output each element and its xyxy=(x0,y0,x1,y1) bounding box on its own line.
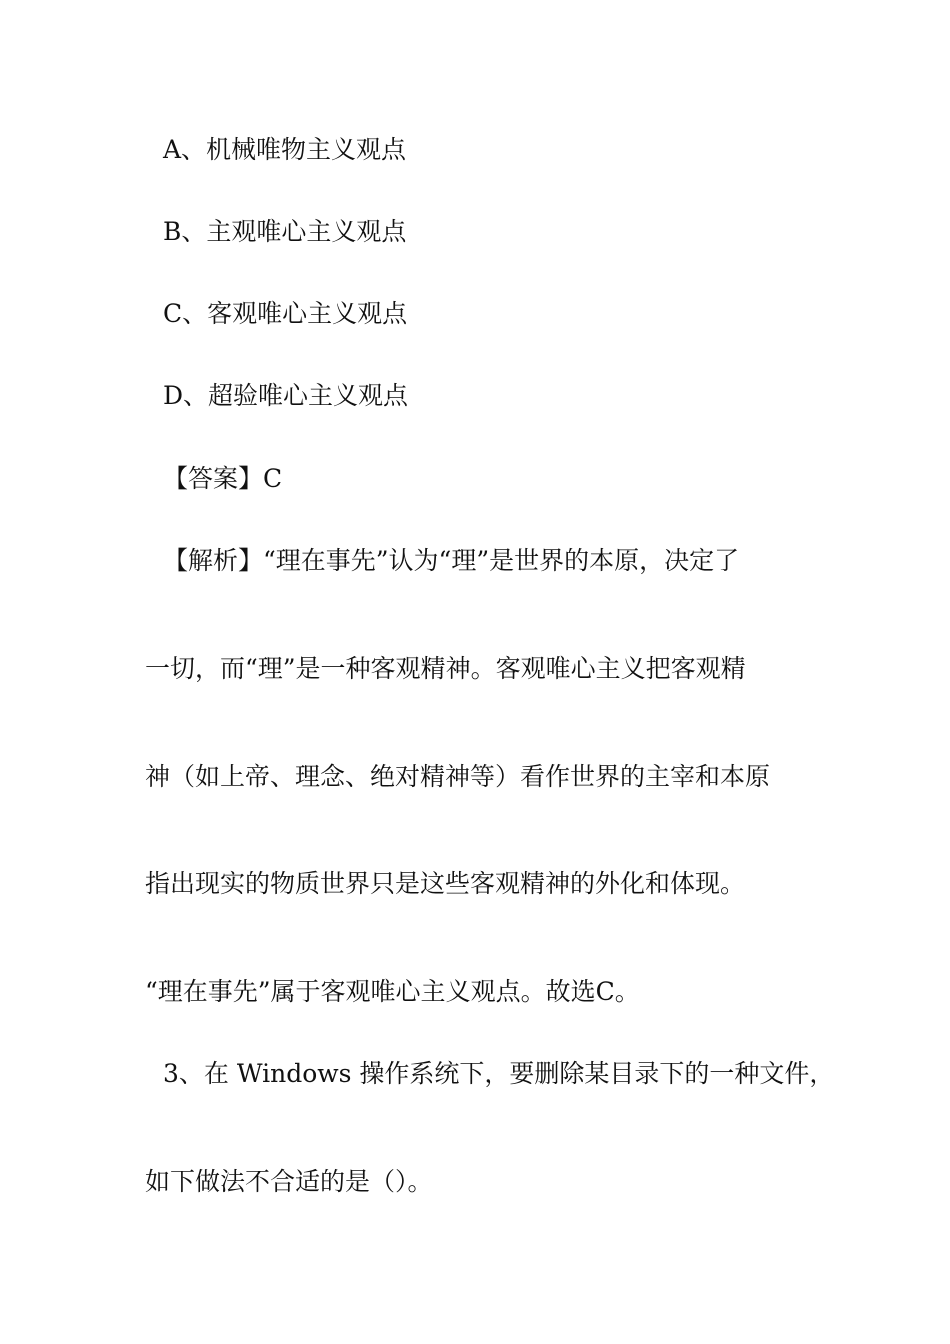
question-3-line-1: 3、在 Windows 操作系统下，要删除某目录下的一种文件， xyxy=(163,1059,835,1088)
analysis-line-4: 指出现实的物质世界只是这些客观精神的外化和体现。 xyxy=(145,869,746,898)
option-a: A、机械唯物主义观点 xyxy=(163,135,407,164)
option-b: B、主观唯心主义观点 xyxy=(163,217,407,246)
option-d: D、超验唯心主义观点 xyxy=(163,381,409,410)
analysis-line-5: “理在事先”属于客观唯心主义观点。故选C。 xyxy=(145,977,640,1006)
option-c: C、客观唯心主义观点 xyxy=(163,299,408,328)
analysis-line-2: 一切，而“理”是一种客观精神。客观唯心主义把客观精 xyxy=(145,654,746,683)
analysis-line-3: 神（如上帝、理念、绝对精神等）看作世界的主宰和本原 xyxy=(145,762,771,791)
answer-line: 【答案】C xyxy=(163,464,283,493)
analysis-line-1: 【解析】“理在事先”认为“理”是世界的本原，决定了 xyxy=(163,546,740,575)
question-3-line-2: 如下做法不合适的是（）。 xyxy=(145,1167,433,1196)
